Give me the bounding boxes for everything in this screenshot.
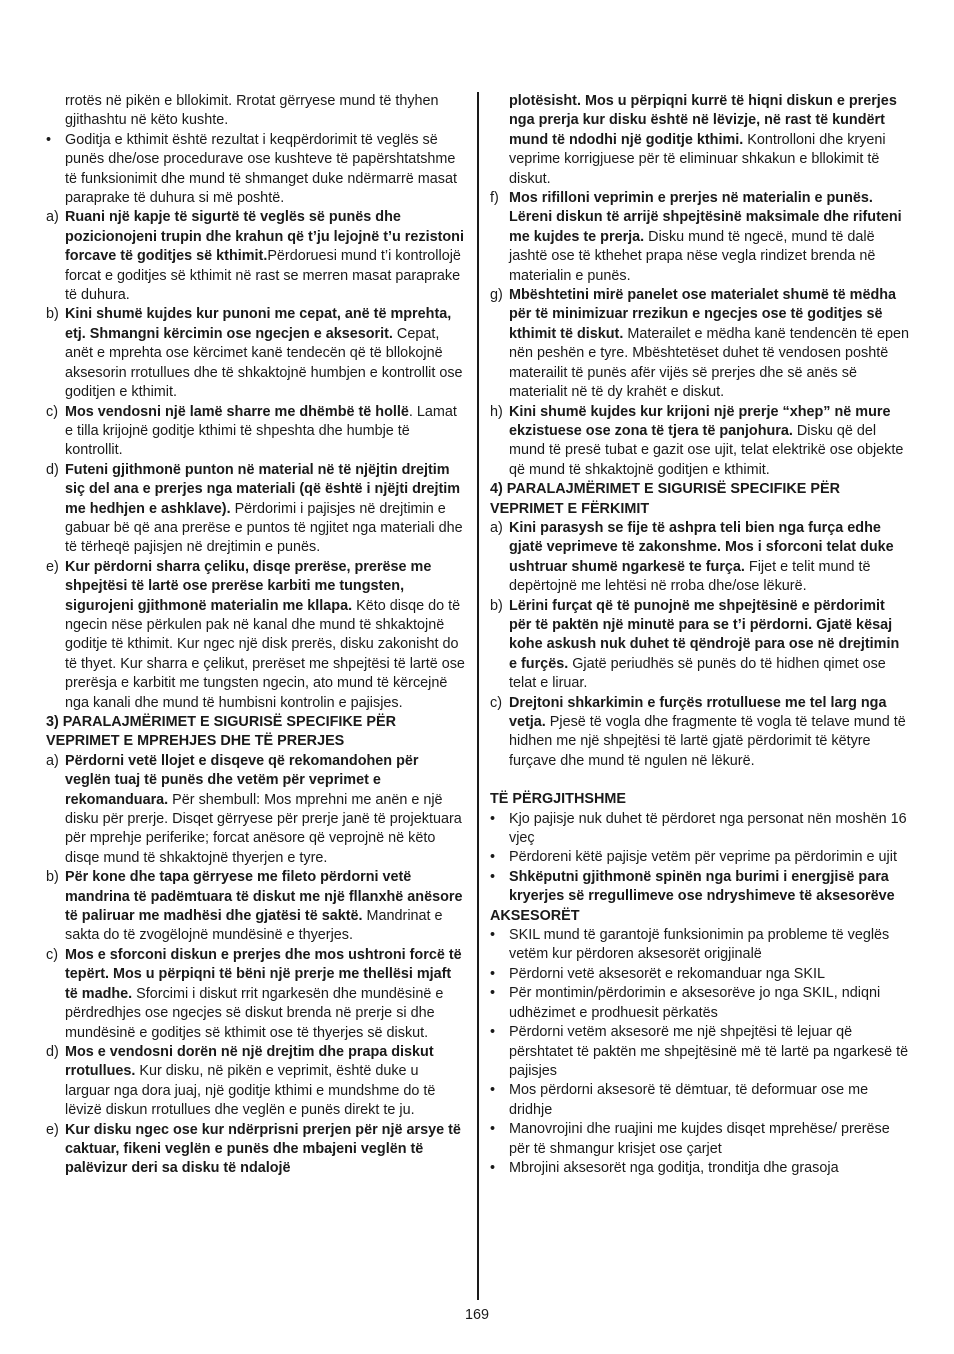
lettered-item <box>46 1043 466 1121</box>
body-text: Përdorni vetëm aksesorë me një shpejtësi të lejuar që përshtatet të paktën me shpejtësinë më të lartë pa ngarkesë të pajisjes <box>509 1024 909 1079</box>
body-text: Sforcimi i diskut rrit ngarkesën dhe mundësinë e përdredhjes ose ngecjes së diskut brenda në prerje si dhe mundësinë e goditjes së kthimit ose të thyerjes së diskut. <box>65 985 444 1041</box>
body-text: Gjatë periudhës së punës do të hidhen qimet ose telat e liruar. <box>509 655 886 692</box>
body-text: Fijet e telit mund të depërtojnë me lehtësi në rroba dhe/ose lëkurë. <box>509 558 871 595</box>
continuation-paragraph <box>46 92 466 131</box>
section-heading: TË PËRGJITHSHME <box>490 791 626 808</box>
item-label: • <box>490 849 496 866</box>
item-label: • <box>490 1121 496 1138</box>
bold-text: Përdorni vetë llojet e disqeve që rekomandohen për veglën tuaj të punës dhe vetëm për veprimet e rekomanduara. <box>65 752 419 808</box>
bullet-item <box>490 1120 910 1159</box>
continuation-paragraph <box>490 92 910 189</box>
body-text: Kontrolloni dhe kryeni veprime korrigjuese për të eliminuar shkakun e bllokimit të diskut. <box>509 131 886 187</box>
item-label: f) <box>490 190 499 207</box>
lettered-item <box>46 1121 466 1179</box>
item-label: b) <box>46 306 59 323</box>
section-heading: AKSESORËT <box>490 907 580 924</box>
bold-text: Lërini furçat që të punojnë me shpejtësinë e përdorimit për të paktën një minutë para se t’i përdorni. Gjatë kësaj kohe askush nuk duhet të qëndrojë para ose në drejtimin e furçës. <box>509 597 900 672</box>
body-text: SKIL mund të garantojë funksionimin pa probleme të veglës vetëm kur përdoren aksesorët origjinalë <box>509 927 890 963</box>
column-divider <box>477 92 479 1300</box>
body-text: Këto disqe do të ngecin nëse përkulen pak në kanal dhe mund të shkaktojnë goditje të kthimit. Kur ngec një disk prerës, disku zakonisht do të thyet. Kur sharra e çelikut, prerëset me shpejtësi të lartë ose prerësja e karbitit me tungsten ngecin, ato mund të kërcejnë nga kanali dhe mund të humbisni kontrolin e pajisjes. <box>65 597 465 711</box>
bold-text: Kur përdorni sharra çeliku, disqe prerëse, prerëse me shpejtësi të lartë ose prerëse karbiti me tungsten, sigurojeni gjithmonë materialin me kllapa. <box>65 558 432 614</box>
lettered-item <box>490 189 910 286</box>
bullet-item <box>490 1081 910 1120</box>
body-text: Mandrinat e sakta do të zvogëlojnë mundësinë e thyerjes. <box>65 908 443 944</box>
item-label: e) <box>46 558 59 575</box>
bold-text: Kini parasysh se fije të ashpra teli bien nga furça edhe gjatë veprimeve të zakonshme. Mos i sforconi telat duke ushtruar shumë ngarkesë te furça. <box>509 519 894 575</box>
item-label: • <box>490 985 496 1002</box>
bold-text: Mos vendosni një lamë sharre me dhëmbë të hollë <box>65 403 409 420</box>
bullet-item <box>490 984 910 1023</box>
section-heading: 4) PARALAJMËRIMET E SIGURISË SPECIFIKE PËR VEPRIMET E FËRKIMIT <box>490 481 840 517</box>
item-label: • <box>490 965 496 982</box>
bold-text: Kini shumë kujdes kur krijoni një prerje “xhep” në mure ekzistuese ose zona të tjera të panjohura. <box>509 403 891 439</box>
item-label: • <box>490 927 496 944</box>
body-text: Materailet e mëdha kanë tendencën të epen nën peshën e tyre. Mbështetëset duhet të vendosen poshtë materailit të punës afër vijës së prerjes dhe së anës së materialit në të dy krahët e diskut. <box>509 325 909 401</box>
bold-text: Futeni gjithmonë punton në material në të njëjtin drejtim siç del ana e prerjes nga materiali (që është i njëjti drejtim me hedhjen e ashklave). <box>65 461 461 517</box>
bold-text: Mbështetini mirë panelet ose materialet shumë të mëdha për të minimizuar rrezikun e ngecjes ose të goditjes së kthimit të diskut. <box>509 287 897 342</box>
item-label: b) <box>490 597 503 614</box>
lettered-item <box>46 868 466 946</box>
page-number: 169 <box>464 1307 489 1323</box>
body-text: Disku mund të ngecë, mund të dalë jashtë ose të kthehet prapa nëse vegla rindizet brenda në materialin e punës. <box>509 228 876 284</box>
bold-text: Mos e sforconi diskun e prerjes dhe mos ushtroni forcë të tepërt. Mos u përpiqni të bëni një prerje me thellësi mjaft të madhe. <box>65 946 462 1002</box>
bold-text: Për kone dhe tapa gërryese me fileto përdorni vetë mandrina të padëmtuara të diskut me një fllanxhë anësore të paliruar me madhësi dhe gjatësi të saktë. <box>65 869 463 925</box>
item-label: c) <box>46 946 58 963</box>
bold-text: Drejtoni shkarkimin e furçës rrotulluese me tel larg nga vetja. <box>509 694 887 730</box>
item-label: g) <box>490 287 503 304</box>
body-text: Përdoruesi mund t’i kontrollojë forcat e goditjes së kthimit në rast se merren masat paraprake të duhura. <box>65 248 461 304</box>
lettered-item <box>490 519 910 597</box>
item-label: c) <box>46 403 58 420</box>
item-label: • <box>46 131 52 148</box>
body-text: Cepat, anët e mprehta ose kërcimet kanë tendecën që të bllokojnë aksesorin rrotullues dhe të shkaktojnë humbjen e kontrollit ose goditjen e kthimit. <box>65 325 463 401</box>
bold-text: Kur disku ngec ose kur ndërprisni prerjen për një arsye të caktuar, fikeni veglën e punës dhe mbajeni veglën të palëvizur deri sa disku të ndalojë <box>65 1121 461 1177</box>
lettered-item <box>46 558 466 713</box>
lettered-item <box>46 752 466 868</box>
body-text: Përdoreni këtë pajisje vetëm për veprime pa përdorimin e ujit <box>509 849 897 866</box>
body-text: Për montimin/përdorimin e aksesorëve jo nga SKIL, ndiqni udhëzimet e prodhuesit përkatës <box>509 985 881 1021</box>
item-label: a) <box>46 752 59 769</box>
bold-text: Mos e vendosni dorën në një drejtim dhe prapa diskut rrotullues. <box>65 1043 434 1080</box>
item-label: • <box>490 1159 496 1176</box>
lettered-item <box>490 597 910 694</box>
body-text: Kur disku, në pikën e veprimit, është duke u larguar nga dora juaj, një goditje kthimi e mundshme do të lëvizë diskun rrotullues dhe veglën e punës direkt te ju. <box>65 1063 436 1119</box>
body-text: Pjesë të vogla dhe fragmente të vogla të telave mund të hidhen me një shpejtësi të lartë gjatë përdorimit të këtyre furçave dhe mund të ngulen në lëkurë. <box>509 714 906 769</box>
bold-text: plotësisht. Mos u përpiqni kurrë të hiqni diskun e prerjes nga prerja kur disku është në lëvizje, në rast të kundërt mund të ndodhi një goditje kthimi. <box>509 93 897 148</box>
right-column <box>490 92 910 1178</box>
body-text: Për shembull: Mos mprehni me anën e një disku për prerje. Disqet gërryese për prerje janë të projektuara për mprehje periferike; forcat anësore që veprojnë në këto disqe mund të shkaktojnë thyerjen e tyre. <box>65 791 462 866</box>
bold-text: Shkëputni gjithmonë spinën nga burimi i energjisë para kryerjes së rregullimeve ose ndryshimeve të aksesorëve <box>509 868 895 905</box>
body-text: . Lamat e tilla krijojnë goditje kthimi të shpeshta dhe humbje të kontrollit. <box>65 403 457 459</box>
lettered-item <box>490 286 910 402</box>
item-label: a) <box>490 519 503 536</box>
body-text: rrotës në pikën e bllokimit. Rrotat gërryese mund të thyhen gjithashtu në këto kushte. <box>65 93 439 129</box>
item-label: d) <box>46 1043 59 1060</box>
item-label: • <box>490 868 496 885</box>
body-text: Manovrojini dhe ruajini me kujdes disqet mprehëse/ prerëse për të shmangur krisjet ose çarjet <box>509 1121 890 1157</box>
body-text: Mbrojini aksesorët nga goditja, tronditja dhe grasoja <box>509 1159 839 1176</box>
bullet-item <box>490 926 910 965</box>
item-label: d) <box>46 461 59 478</box>
body-text: Goditja e kthimit është rezultat i keqpërdorimit të veglës së punës dhe/ose procedurave ose kushteve të papërshtatshme të funksionimit dhe mund të shmanget duke ndërmarrë masat paraprake të duhura si më poshtë. <box>65 131 457 207</box>
bullet-item <box>490 810 910 849</box>
lettered-item <box>46 946 466 1043</box>
lettered-item <box>46 461 466 558</box>
bullet-item <box>490 1159 910 1178</box>
bullet-item <box>490 868 910 907</box>
item-label: a) <box>46 209 59 226</box>
body-text: Mos përdorni aksesorë të dëmtuar, të deformuar ose me dridhje <box>509 1082 869 1118</box>
section-heading: 3) PARALAJMËRIMET E SIGURISË SPECIFIKE PËR VEPRIMET E MPREHJES DHE TË PRERJES <box>46 714 396 750</box>
item-label: e) <box>46 1121 59 1138</box>
lettered-item <box>46 403 466 461</box>
body-text: Kjo pajisje nuk duhet të përdoret nga personat nën moshën 16 vjeç <box>509 810 907 847</box>
bold-text: Ruani një kapje të sigurtë të veglës së punës dhe pozicionojeni trupin dhe krahun që t’ju lejojnë t’u rezistoni forcave të goditjes së kthimit. <box>65 209 464 265</box>
lettered-item <box>490 403 910 481</box>
lettered-item <box>490 694 910 772</box>
bullet-item <box>46 131 466 209</box>
item-label: • <box>490 810 496 827</box>
left-column <box>46 92 466 1179</box>
item-label: • <box>490 1082 496 1099</box>
item-label: • <box>490 1024 496 1041</box>
bullet-item <box>490 1023 910 1081</box>
body-text: Përdorimi i pajisjes në drejtimin e gabuar bë që ana prerëse e puntos të ngjitet nga materiali dhe të tërheqë pajisjen në drejtimin e punës. <box>65 500 463 556</box>
spacer <box>490 771 910 790</box>
lettered-item <box>46 305 466 402</box>
bullet-item <box>490 848 910 867</box>
lettered-item <box>46 208 466 305</box>
item-label: b) <box>46 869 59 886</box>
body-text: Përdorni vetë aksesorët e rekomanduar nga SKIL <box>509 965 825 982</box>
body-text: Disku që del mund të presë tubat e gazit ose ujit, telat elektrikë ose objekte që mund të shkaktojnë goditjen e kthimit. <box>509 422 904 478</box>
bullet-item <box>490 965 910 984</box>
item-label: h) <box>490 403 503 420</box>
item-label: c) <box>490 694 502 711</box>
bold-text: Mos rifilloni veprimin e prerjes në materialin e punës. Lëreni diskun të arrijë shpejtësinë maksimale dhe rifuteni me kujdes te prerja. <box>509 190 902 245</box>
bold-text: Kini shumë kujdes kur punoni me cepat, anë të mprehta, etj. Shmangni kërcimin ose ngecjen e aksesorit. <box>65 306 452 342</box>
